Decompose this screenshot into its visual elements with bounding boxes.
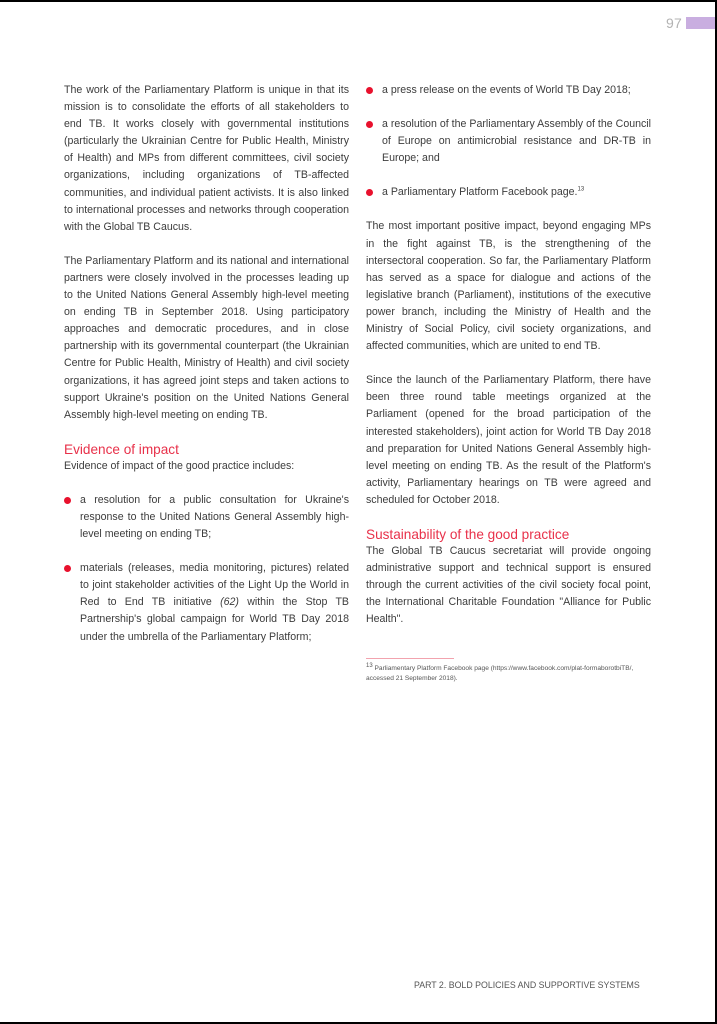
left-column <box>64 82 349 646</box>
footnote-number: 13 <box>366 663 373 670</box>
footnote-divider <box>366 658 454 659</box>
list-item-text: a Parliamentary Platform Facebook page. <box>382 186 578 199</box>
bullet-dot-icon <box>366 189 373 196</box>
list-item-text: materials (releases, media monitoring, pictures) related to joint stakeholder activities of the Light Up the World in Red to End TB initiative <box>80 562 349 609</box>
evidence-intro: Evidence of impact of the good practice includes: <box>64 459 295 472</box>
evidence-list-left <box>64 492 349 646</box>
list-spacer <box>64 543 349 560</box>
list-spacer <box>366 99 651 116</box>
footnote <box>366 664 651 684</box>
list-item-text: a press release on the events of World TB Day 2018; <box>382 84 631 96</box>
footnote-marker[interactable]: 13 <box>577 186 585 193</box>
heading-sustainability: Sustainability of the good practice <box>366 526 570 542</box>
footnote-text: Parliamentary Platform Facebook page (https://www.facebook.com/plat-formaborotbiTB/, accessed 21 September 2018). <box>366 665 634 683</box>
list-item-text: within the Stop TB Partnership's global campaign for World TB Day 2018 under the umbrella of the Parliamentary Platform; <box>80 596 349 643</box>
bullet-dot-icon <box>366 87 373 94</box>
page-tab-marker <box>686 17 715 29</box>
document-page <box>0 2 715 1022</box>
paragraph-partners-involvement: The Parliamentary Platform and its national and international partners were closely involved in the processes leading up to the United Nations General Assembly high-level meeting on ending TB in September 2018. Using participatory approaches and democratic procedures, and in close partnership with its governmental counterpart (the Ukrainian Centre for Public Health, Ministry of Health) and civil society organizations, it has agreed joint steps and taken actions to support Ukraine's position on the United Nations General Assembly high-level meeting on ending TB. <box>64 254 349 421</box>
bullet-dot-icon <box>64 565 71 572</box>
list-item <box>64 492 349 543</box>
list-spacer <box>366 167 651 184</box>
page-number: 97 <box>666 15 682 31</box>
list-item <box>366 116 651 167</box>
list-item-text: a resolution for a public consultation for Ukraine's response to the United Nations General Assembly high-level meeting on ending TB; <box>80 493 349 541</box>
paragraph-since-launch: Since the launch of the Parliamentary Platform, there have been three round table meetings organized at the Parliament (opened for the broad participation of the interested stakeholders), joint action for World TB Day 2018 and preparation for United Nations General Assembly high-level meeting on ending TB. As the result of the Platform's activity, Parliamentary hearings on TB were agreed and scheduled for October 2018. <box>366 374 651 506</box>
heading-evidence-of-impact: Evidence of impact <box>64 441 179 457</box>
bullet-dot-icon <box>366 121 373 128</box>
paragraph-sustainability: The Global TB Caucus secretariat will provide ongoing administrative support and technical support is ensured through the current activities of the civil society focal point, the International Charitable Foundation "Alliance for Public Health". <box>366 544 651 626</box>
paragraph-positive-impact: The most important positive impact, beyond engaging MPs in the fight against TB, is the strengthening of the intersectoral cooperation. So far, the Parliamentary Platform has served as a space for dialogue and actions of the legislative branch (Parliament), institutions of the executive power branch, including the Ministry of Health and the Ministry of Social Policy, civil society organizations, and affected communities, which are united to end TB. <box>366 220 651 353</box>
evidence-list-right <box>366 82 651 201</box>
running-footer: PART 2. BOLD POLICIES AND SUPPORTIVE SYSTEMS <box>414 980 640 990</box>
list-item <box>366 184 651 201</box>
paragraph-platform-work: The work of the Parliamentary Platform is unique in that its mission is to consolidate the efforts of all stakeholders to end TB. It works closely with governmental institutions (particularly the Ukrainian Centre for Public Health, Ministry of Health) and MPs from different committees, civil society organizations, including organizations of TB-affected communities, and individual patient activists. It is also linked to international processes and networks through cooperation with the Global TB Caucus. <box>64 84 349 233</box>
list-item-text: a resolution of the Parliamentary Assembly of the Council of Europe on antimicrobial resistance and DR-TB in Europe; and <box>382 118 651 165</box>
bullet-dot-icon <box>64 497 71 504</box>
reference-citation: (62) <box>220 596 239 609</box>
right-column <box>366 82 651 684</box>
list-item <box>366 82 651 99</box>
list-item <box>64 560 349 645</box>
